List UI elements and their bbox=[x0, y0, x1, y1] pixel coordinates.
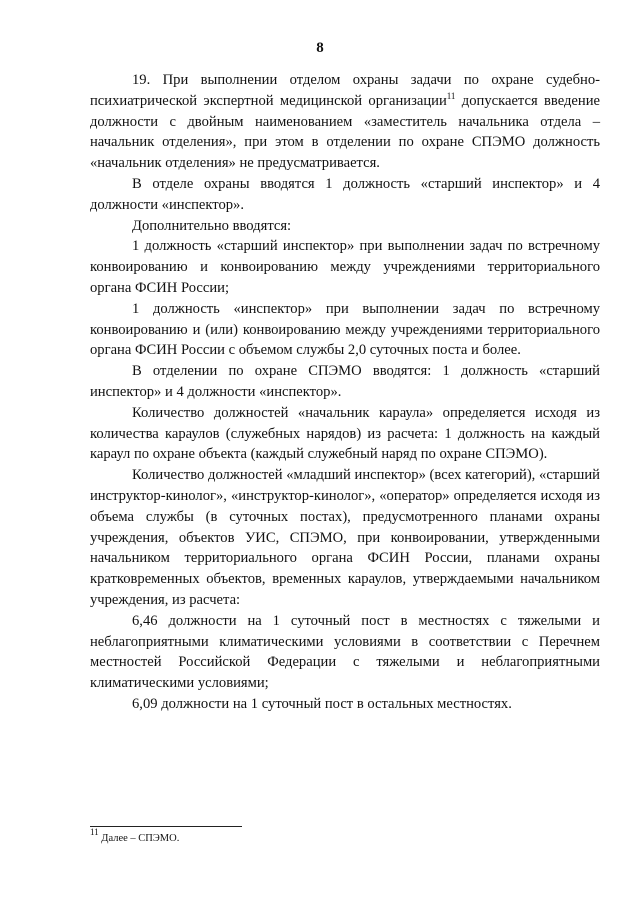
footnote-marker: 11 bbox=[90, 827, 99, 837]
paragraph: 1 должность «старший инспектор» при выполнении задач по встречному конвоированию и конвоированию между учреждениями территориального органа ФСИН России; bbox=[90, 238, 600, 296]
paragraph-text: 19. При выполнении отделом охраны задачи по охране судебно-психиатрической экспертной медицинской организации bbox=[90, 72, 600, 109]
footnote bbox=[90, 827, 180, 846]
paragraph: Количество должностей «начальник караула» определяется исходя из количества караулов (служебных нарядов) из расчета: 1 должность на каждый караул по охране объекта (каждый служебный наряд по охране СПЭМО). bbox=[90, 404, 600, 463]
paragraph: Количество должностей «младший инспектор» (всех категорий), «старший инструктор-кинолог», «инструктор-кинолог», «оператор» определяется исходя из объема службы (в суточных постах), предусмотренного планами охраны учреждения, объектов УИС, СПЭМО, при конвоировании, утвержденными начальником территориального органа ФСИН России, планами охраны кратковременных объектов, временных караулов, утверждаемыми начальником учреждения, из расчета: bbox=[90, 467, 600, 608]
paragraph-19 bbox=[90, 70, 600, 174]
paragraph: 6,46 должности на 1 суточный пост в местностях с тяжелыми и неблагоприятными климатическими условиями в соответствии с Перечнем местностей Российской Федерации с тяжелыми и неблагоприятными климатическими условиями; bbox=[90, 612, 600, 692]
page-number: 8 bbox=[316, 40, 324, 56]
footnote-text: Далее – СПЭМО. bbox=[98, 833, 180, 844]
paragraph: В отделе охраны вводятся 1 должность «старший инспектор» и 4 должности «инспектор». bbox=[90, 175, 600, 213]
paragraph: 6,09 должности на 1 суточный пост в остальных местностях. bbox=[132, 695, 512, 712]
document-body bbox=[90, 70, 600, 715]
footnote-reference: 11 bbox=[446, 90, 456, 101]
paragraph: В отделении по охране СПЭМО вводятся: 1 должность «старший инспектор» и 4 должности «инспектор». bbox=[90, 363, 600, 400]
paragraph-text: допускается введение должности с двойным наименованием «заместитель начальника отдела – начальник отделения», при этом в отделении по охране СПЭМО должность «начальник отделения» не предусматривается. bbox=[90, 92, 600, 172]
paragraph: Дополнительно вводятся: bbox=[132, 217, 292, 234]
paragraph: 1 должность «инспектор» при выполнении задач по встречному конвоированию и (или) конвоированию между учреждениями территориального органа ФСИН России с объемом службы 2,0 суточных поста и более. bbox=[90, 300, 600, 359]
footnote-separator bbox=[90, 826, 242, 827]
